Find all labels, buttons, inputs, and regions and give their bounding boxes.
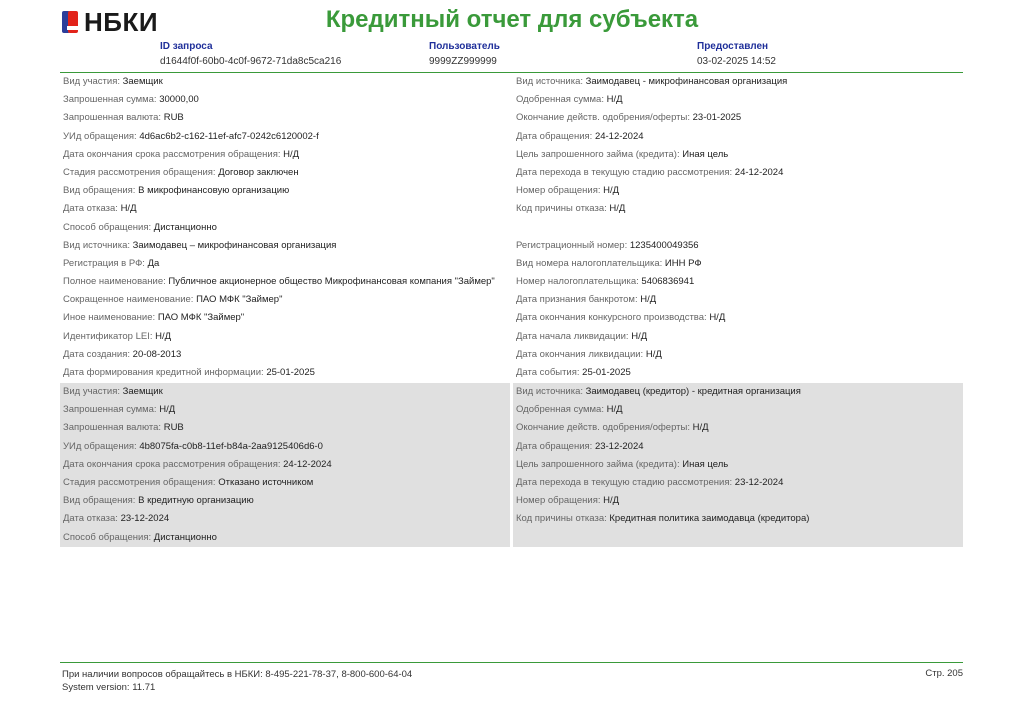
field-row bbox=[60, 309, 510, 327]
field-value: Заимодавец - микрофинансовая организация bbox=[585, 76, 788, 87]
footer bbox=[62, 668, 412, 694]
inquiry-section-2 bbox=[60, 383, 963, 547]
field-label: Дата окончания срока рассмотрения обращения: bbox=[63, 458, 281, 470]
field-value: ПАО МФК "Займер" bbox=[196, 294, 283, 306]
field-row bbox=[513, 383, 963, 401]
field-row bbox=[513, 255, 963, 273]
field-value: 20-08-2013 bbox=[132, 348, 182, 360]
page-title: Кредитный отчет для субъекта bbox=[325, 6, 699, 33]
field-value: Дистанционно bbox=[153, 221, 217, 233]
field-row bbox=[513, 401, 963, 419]
field-label: Дата окончания конкурсного производства: bbox=[516, 312, 707, 324]
field-value: Н/Д bbox=[631, 330, 648, 342]
field-value: Дистанционно bbox=[153, 531, 217, 543]
field-value: 24-12-2024 bbox=[734, 166, 784, 178]
field-value: Н/Д bbox=[709, 312, 726, 324]
field-label: Способ обращения: bbox=[63, 531, 152, 543]
field-value: Заемщик bbox=[122, 386, 163, 397]
field-label: Цель запрошенного займа (кредита): bbox=[516, 458, 680, 470]
field-row bbox=[513, 364, 963, 382]
field-label: Номер обращения: bbox=[516, 185, 601, 197]
field-value: Заимодавец – микрофинансовая организация bbox=[132, 239, 337, 251]
field-value: Публичное акционерное общество Микрофинансовая компания "Займер" bbox=[168, 276, 495, 288]
field-row bbox=[60, 328, 510, 346]
provided-label: Предоставлен bbox=[697, 41, 769, 52]
field-row bbox=[60, 128, 510, 146]
field-label: Вид источника: bbox=[516, 76, 583, 87]
field-value: 30000,00 bbox=[159, 94, 199, 106]
field-value: ПАО МФК "Займер" bbox=[157, 312, 245, 324]
field-value: ИНН РФ bbox=[664, 257, 702, 269]
field-value: Н/Д bbox=[283, 148, 300, 160]
field-value: 23-12-2024 bbox=[594, 440, 644, 452]
field-row bbox=[60, 109, 510, 127]
inquiry-1-right-column bbox=[513, 73, 963, 383]
field-row bbox=[513, 182, 963, 200]
field-label: Код причины отказа: bbox=[516, 203, 607, 215]
field-value: 24-12-2024 bbox=[594, 130, 644, 142]
field-label: Вид источника: bbox=[63, 239, 130, 251]
field-label: Номер налогоплательщика: bbox=[516, 276, 639, 288]
field-label: Иное наименование: bbox=[63, 312, 156, 324]
field-value: Кредитная политика заимодавца (кредитора) bbox=[609, 513, 810, 525]
logo-text: НБКИ bbox=[84, 7, 159, 37]
field-row bbox=[513, 492, 963, 510]
field-row bbox=[60, 200, 510, 218]
field-label: Дата обращения: bbox=[516, 440, 593, 452]
field-value: Н/Д bbox=[692, 422, 709, 434]
field-row bbox=[60, 273, 510, 291]
field-row bbox=[60, 237, 510, 255]
field-value: Иная цель bbox=[682, 458, 729, 470]
field-row bbox=[513, 219, 963, 237]
field-row bbox=[60, 529, 510, 547]
field-row bbox=[513, 237, 963, 255]
request-id-block bbox=[160, 41, 341, 67]
field-value: Н/Д bbox=[120, 203, 137, 215]
field-row bbox=[513, 73, 963, 91]
field-value: Иная цель bbox=[682, 148, 729, 160]
field-row bbox=[60, 91, 510, 109]
field-row bbox=[513, 419, 963, 437]
field-label: Запрошенная сумма: bbox=[63, 404, 157, 416]
field-value: 25-01-2025 bbox=[582, 367, 631, 378]
field-row bbox=[60, 474, 510, 492]
field-label: Вид номера налогоплательщика: bbox=[516, 257, 663, 269]
field-label: УИд обращения: bbox=[63, 130, 137, 142]
field-value: Н/Д bbox=[609, 203, 626, 215]
field-label: Способ обращения: bbox=[63, 221, 152, 233]
field-row bbox=[60, 346, 510, 364]
field-row bbox=[513, 309, 963, 327]
field-row bbox=[60, 164, 510, 182]
field-value: 23-01-2025 bbox=[692, 112, 742, 124]
footer-version: System version: 11.71 bbox=[62, 682, 156, 693]
field-row bbox=[60, 492, 510, 510]
field-label: Дата перехода в текущую стадию рассмотрения: bbox=[516, 166, 733, 178]
field-label: Стадия рассмотрения обращения: bbox=[63, 476, 216, 488]
field-label: Код причины отказа: bbox=[516, 513, 607, 525]
field-label: Дата окончания срока рассмотрения обращения: bbox=[63, 148, 281, 160]
field-row bbox=[60, 182, 510, 200]
field-value: Н/Д bbox=[640, 294, 657, 306]
field-label: Окончание действ. одобрения/оферты: bbox=[516, 112, 690, 124]
field-value: RUB bbox=[163, 422, 184, 434]
field-row bbox=[513, 346, 963, 364]
field-label: Вид обращения: bbox=[63, 185, 136, 197]
field-row bbox=[60, 364, 510, 382]
field-row bbox=[513, 510, 963, 528]
user-value: 9999ZZ999999 bbox=[429, 56, 497, 67]
inquiry-2-right-column bbox=[513, 383, 963, 547]
field-value: Н/Д bbox=[645, 348, 662, 360]
provided-block bbox=[697, 41, 776, 67]
field-row bbox=[60, 255, 510, 273]
field-row bbox=[60, 73, 510, 91]
field-row bbox=[513, 328, 963, 346]
footer-contact: При наличии вопросов обращайтесь в НБКИ: 8-495-221-78-37, 8-800-600-64-04 bbox=[62, 669, 413, 680]
field-row bbox=[513, 146, 963, 164]
field-row bbox=[60, 438, 510, 456]
request-id-label: ID запроса bbox=[160, 41, 213, 52]
field-value: Н/Д bbox=[606, 404, 623, 416]
field-row bbox=[513, 291, 963, 309]
field-label: Сокращенное наименование: bbox=[63, 294, 194, 306]
field-label: Регистрационный номер: bbox=[516, 239, 628, 251]
field-label: Дата перехода в текущую стадию рассмотрения: bbox=[516, 476, 733, 488]
field-label: Полное наименование: bbox=[63, 276, 166, 288]
field-value: Н/Д bbox=[159, 404, 176, 416]
request-id-value: d1644f0f-60b0-4c0f-9672-71da8c5ca216 bbox=[160, 56, 342, 67]
field-value: Договор заключен bbox=[218, 166, 299, 178]
field-value: В кредитную организацию bbox=[138, 495, 254, 507]
field-value: Заемщик bbox=[122, 76, 163, 87]
field-label: Дата окончания ликвидации: bbox=[516, 348, 644, 360]
field-value: 23-12-2024 bbox=[734, 476, 784, 488]
field-label: Вид источника: bbox=[516, 386, 583, 397]
field-row bbox=[60, 291, 510, 309]
field-value: В микрофинансовую организацию bbox=[138, 185, 290, 197]
field-label: Идентификатор LEI: bbox=[63, 330, 153, 342]
field-value: 1235400049356 bbox=[629, 239, 699, 251]
field-label: Вид обращения: bbox=[63, 495, 136, 507]
field-row bbox=[513, 109, 963, 127]
field-row bbox=[513, 200, 963, 218]
field-value: Н/Д bbox=[603, 495, 620, 507]
field-value: 23-12-2024 bbox=[120, 513, 170, 525]
field-label: Вид участия: bbox=[63, 386, 120, 397]
field-row bbox=[513, 273, 963, 291]
field-row bbox=[60, 146, 510, 164]
provided-value: 03-02-2025 14:52 bbox=[697, 56, 776, 67]
field-label: УИд обращения: bbox=[63, 440, 137, 452]
field-label: Дата начала ликвидации: bbox=[516, 330, 629, 342]
field-label: Дата формирования кредитной информации: bbox=[63, 367, 264, 378]
field-row bbox=[60, 383, 510, 401]
field-label: Вид участия: bbox=[63, 76, 120, 87]
field-row bbox=[60, 510, 510, 528]
footer-divider bbox=[60, 662, 963, 663]
field-value: Н/Д bbox=[603, 185, 620, 197]
field-row bbox=[513, 474, 963, 492]
field-value: 24-12-2024 bbox=[283, 458, 332, 470]
field-value: RUB bbox=[163, 112, 184, 124]
field-label: Дата отказа: bbox=[63, 513, 118, 525]
field-value: 5406836941 bbox=[641, 276, 695, 288]
field-value: 4b8075fa-c0b8-11ef-b84a-2aa9125406d6-0 bbox=[139, 440, 323, 452]
field-row bbox=[60, 456, 510, 474]
field-row bbox=[513, 438, 963, 456]
field-label: Окончание действ. одобрения/оферты: bbox=[516, 422, 690, 434]
field-row bbox=[513, 128, 963, 146]
field-label: Номер обращения: bbox=[516, 495, 601, 507]
field-row bbox=[513, 529, 963, 547]
field-row bbox=[513, 91, 963, 109]
field-label: Дата создания: bbox=[63, 348, 131, 360]
field-value: Отказано источником bbox=[218, 476, 314, 488]
field-row bbox=[513, 164, 963, 182]
field-label: Одобренная сумма: bbox=[516, 94, 604, 106]
field-label: Запрошенная сумма: bbox=[63, 94, 157, 106]
inquiry-1-left-column bbox=[60, 73, 510, 383]
field-row bbox=[60, 219, 510, 237]
user-label: Пользователь bbox=[429, 41, 500, 52]
field-value: Н/Д bbox=[606, 94, 623, 106]
field-row bbox=[60, 401, 510, 419]
field-row bbox=[60, 419, 510, 437]
field-label: Запрошенная валюта: bbox=[63, 422, 162, 434]
field-value: Заимодавец (кредитор) - кредитная организация bbox=[585, 386, 801, 397]
field-value: Н/Д bbox=[155, 330, 172, 342]
field-label: Цель запрошенного займа (кредита): bbox=[516, 148, 680, 160]
field-label: Дата события: bbox=[516, 367, 580, 378]
field-label: Стадия рассмотрения обращения: bbox=[63, 166, 216, 178]
user-block bbox=[429, 41, 500, 67]
inquiry-section-1 bbox=[60, 73, 963, 383]
field-value: Да bbox=[147, 257, 160, 269]
field-label: Дата признания банкротом: bbox=[516, 294, 638, 306]
page-number: Стр. 205 bbox=[925, 668, 963, 679]
field-label: Одобренная сумма: bbox=[516, 404, 604, 416]
field-row bbox=[513, 456, 963, 474]
field-label: Запрошенная валюта: bbox=[63, 112, 162, 124]
field-label: Дата отказа: bbox=[63, 203, 118, 215]
field-value: 25-01-2025 bbox=[266, 367, 315, 378]
field-label: Дата обращения: bbox=[516, 130, 593, 142]
field-value: 4d6ac6b2-c162-11ef-afc7-0242c6120002-f bbox=[139, 130, 319, 142]
inquiry-2-left-column bbox=[60, 383, 510, 547]
field-label: Регистрация в РФ: bbox=[63, 257, 145, 269]
